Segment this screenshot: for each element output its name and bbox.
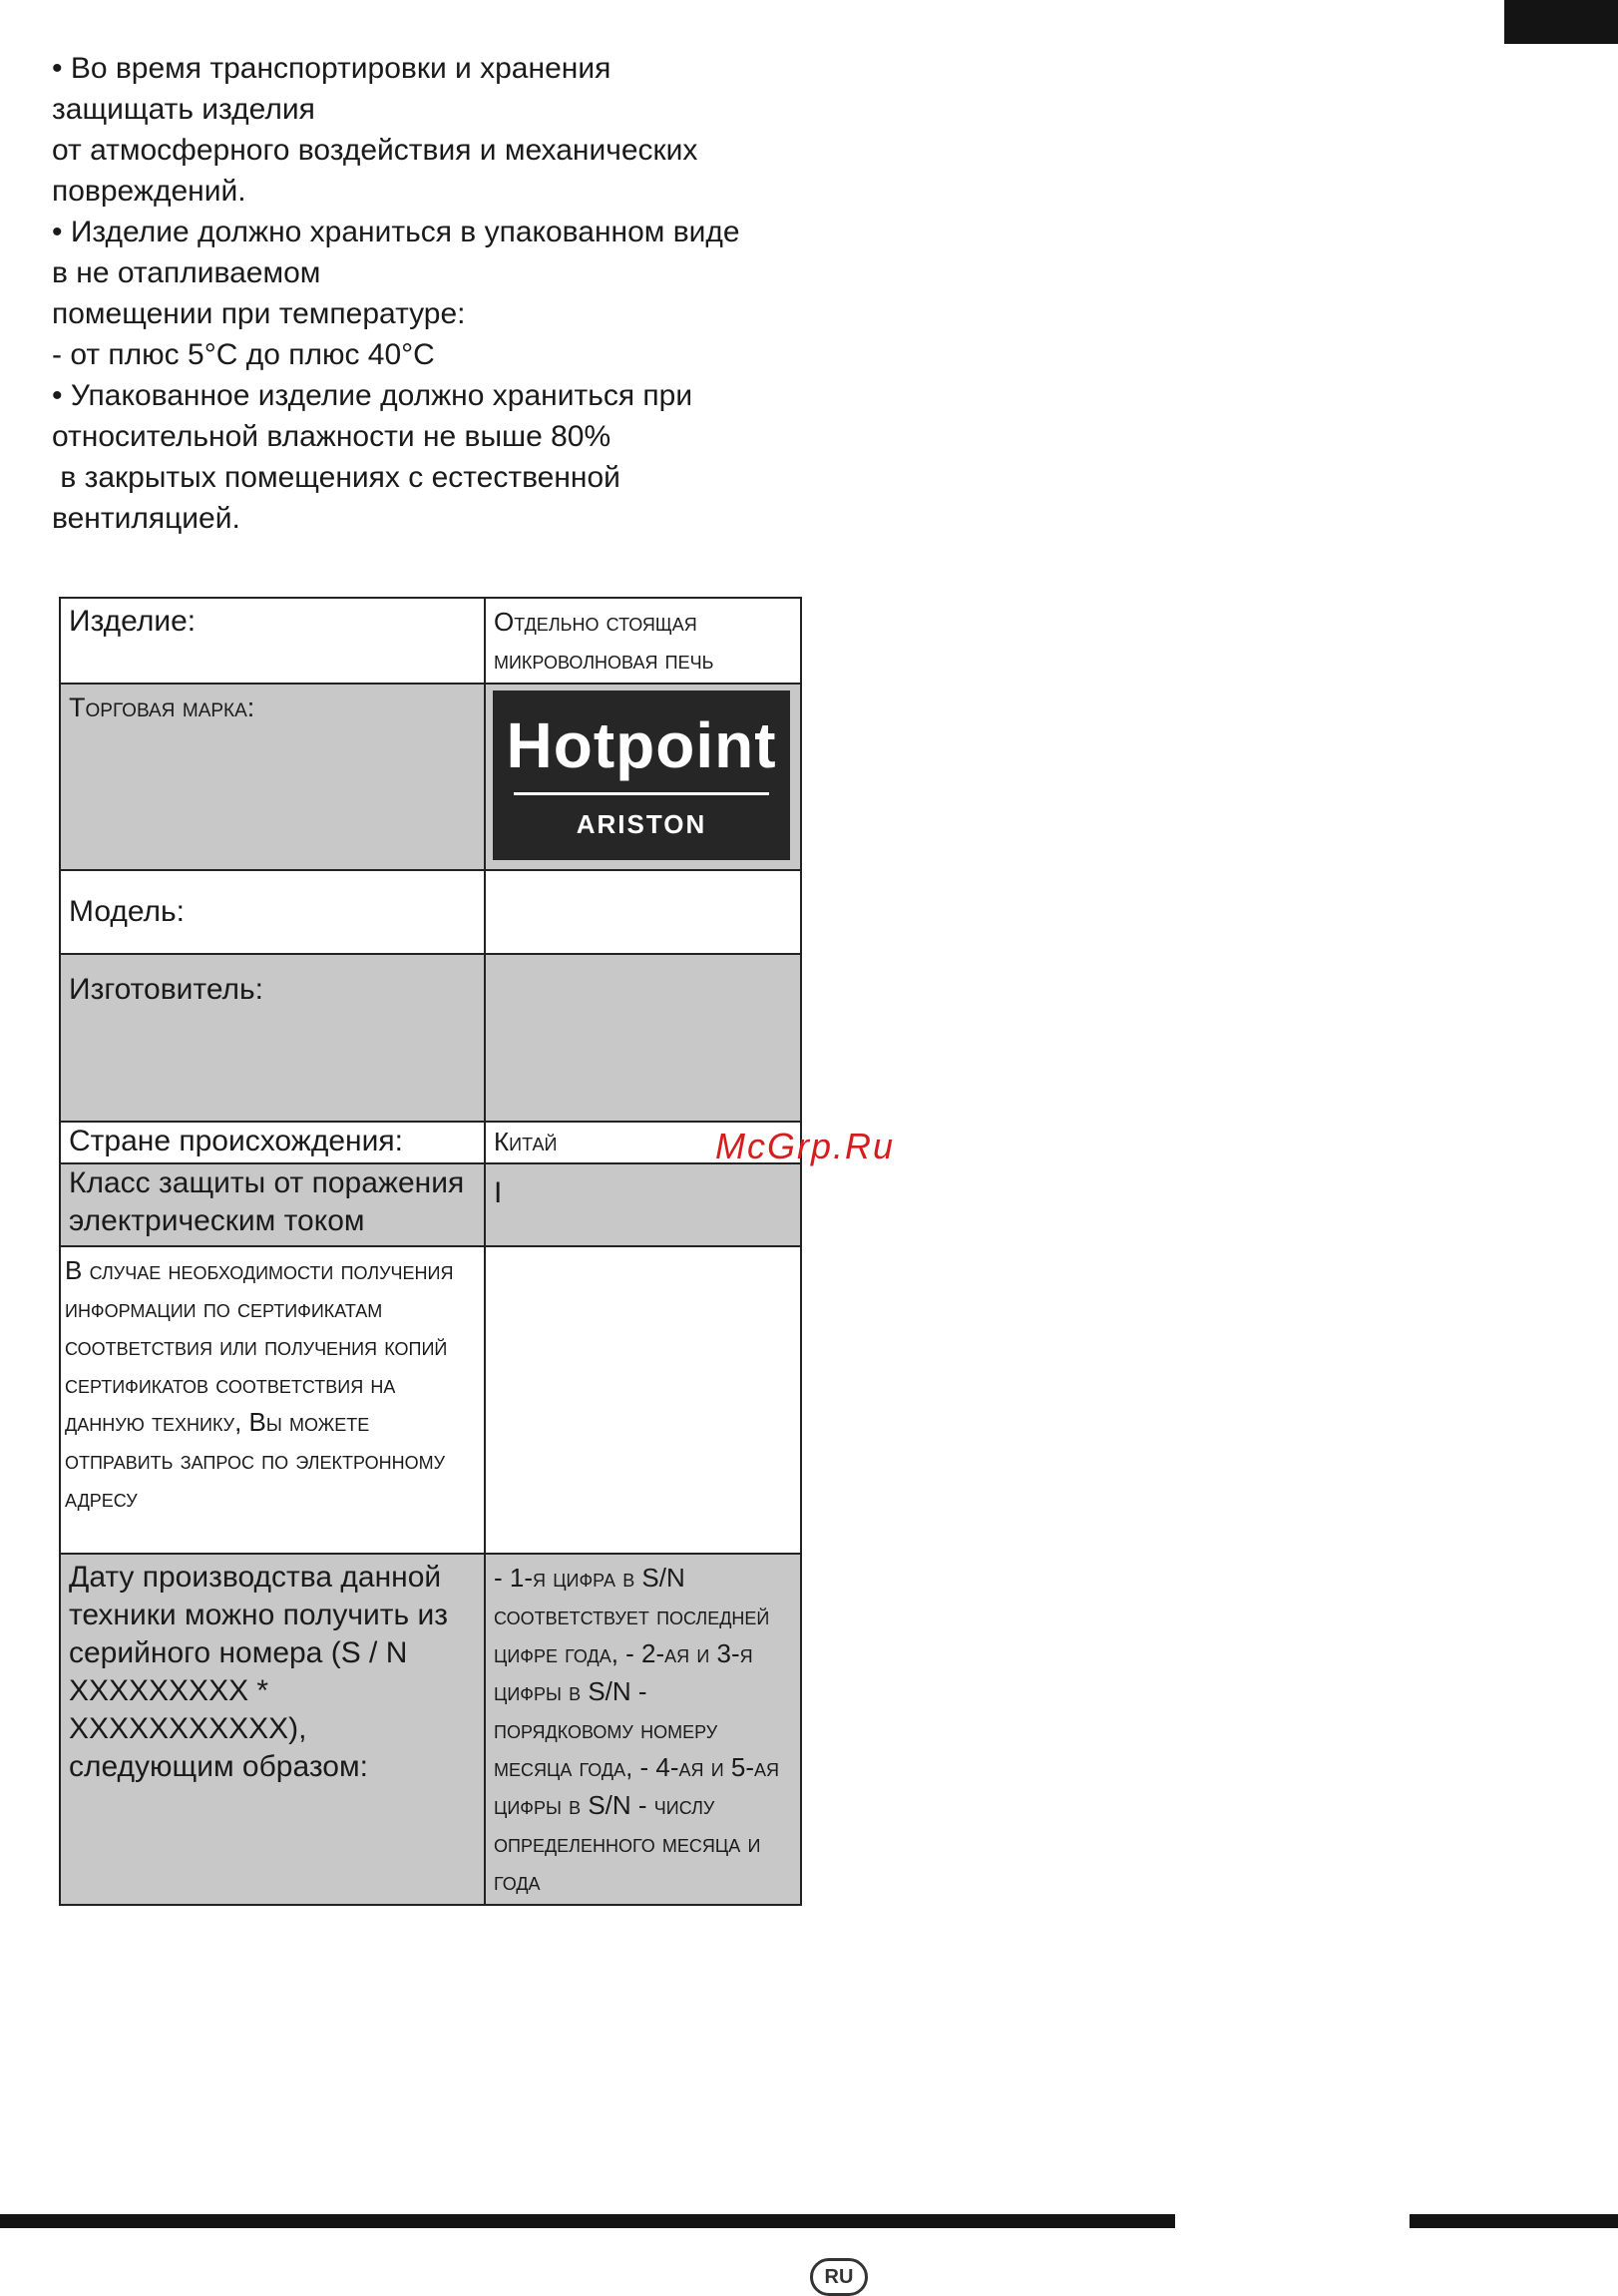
model-value bbox=[485, 870, 801, 954]
row-model bbox=[60, 870, 801, 954]
product-value: Отдельно стоящая микроволновая печь bbox=[485, 598, 801, 684]
row-manufacturer bbox=[60, 954, 801, 1122]
intro-line: • Упакованное изделие должно храниться при bbox=[52, 379, 693, 412]
production-date-label: Дату производства данной техники можно получить из серийного номера (S / N XXXXXXXXX * XXXXXXXXXXX), следующим образом: bbox=[60, 1554, 485, 1905]
logo-divider bbox=[514, 792, 769, 795]
manufacturer-label: Изготовитель: bbox=[60, 954, 485, 1122]
brand-logo-cell bbox=[485, 684, 801, 870]
origin-value: Китай bbox=[485, 1122, 801, 1163]
manufacturer-value bbox=[485, 954, 801, 1122]
corner-tab bbox=[1504, 0, 1618, 44]
protection-value: I bbox=[485, 1163, 801, 1246]
intro-line: в закрытых помещениях с естественной bbox=[52, 461, 620, 494]
intro-line: относительной влажности не выше 80% bbox=[52, 420, 611, 453]
intro-line: в не отапливаемом bbox=[52, 256, 321, 289]
storage-instructions bbox=[52, 48, 850, 539]
certificates-value bbox=[485, 1246, 801, 1554]
language-badge: RU bbox=[810, 2258, 868, 2296]
product-info-table bbox=[59, 597, 802, 1906]
hotpoint-ariston-logo bbox=[493, 690, 790, 860]
row-production-date bbox=[60, 1554, 801, 1905]
row-brand bbox=[60, 684, 801, 870]
product-label: Изделие: bbox=[60, 598, 485, 684]
certificates-label: В случае необходимости получения информации по сертификатам соответствия или получения копий сертификатов соответствия на данную технику, Вы можете отправить запрос по электронному адресу bbox=[60, 1246, 485, 1554]
logo-subtitle: ARISTON bbox=[576, 809, 707, 839]
row-protection-class bbox=[60, 1163, 801, 1246]
row-certificates bbox=[60, 1246, 801, 1554]
intro-line: от атмосферного воздействия и механических bbox=[52, 134, 698, 167]
model-label: Модель: bbox=[60, 870, 485, 954]
logo-wordmark: Hotpoint bbox=[506, 709, 777, 781]
protection-label: Класс защиты от поражения электрическим током bbox=[60, 1163, 485, 1246]
intro-line: • Изделие должно храниться в упакованном виде bbox=[52, 216, 740, 248]
footer-bar-right bbox=[1410, 2214, 1618, 2228]
brand-label: Торговая марка: bbox=[60, 684, 485, 870]
intro-line: - от плюс 5°С до плюс 40°С bbox=[52, 338, 435, 371]
origin-label: Стране происхождения: bbox=[60, 1122, 485, 1163]
intro-line: вентиляцией. bbox=[52, 502, 240, 535]
intro-line: защищать изделия bbox=[52, 93, 315, 126]
row-product bbox=[60, 598, 801, 684]
production-date-value: - 1-я цифра в S/N соответствует последней цифре года, - 2-ая и 3-я цифры в S/N - порядковому номеру месяца года, - 4-ая и 5-ая цифры в S/N - числу определенного месяца и года bbox=[485, 1554, 801, 1905]
row-origin bbox=[60, 1122, 801, 1163]
footer-bar-left bbox=[0, 2214, 1175, 2228]
intro-line: • Во время транспортировки и хранения bbox=[52, 52, 611, 85]
watermark: McGrp.Ru bbox=[715, 1126, 896, 1166]
intro-line: повреждений. bbox=[52, 175, 246, 208]
intro-line: помещении при температуре: bbox=[52, 297, 466, 330]
